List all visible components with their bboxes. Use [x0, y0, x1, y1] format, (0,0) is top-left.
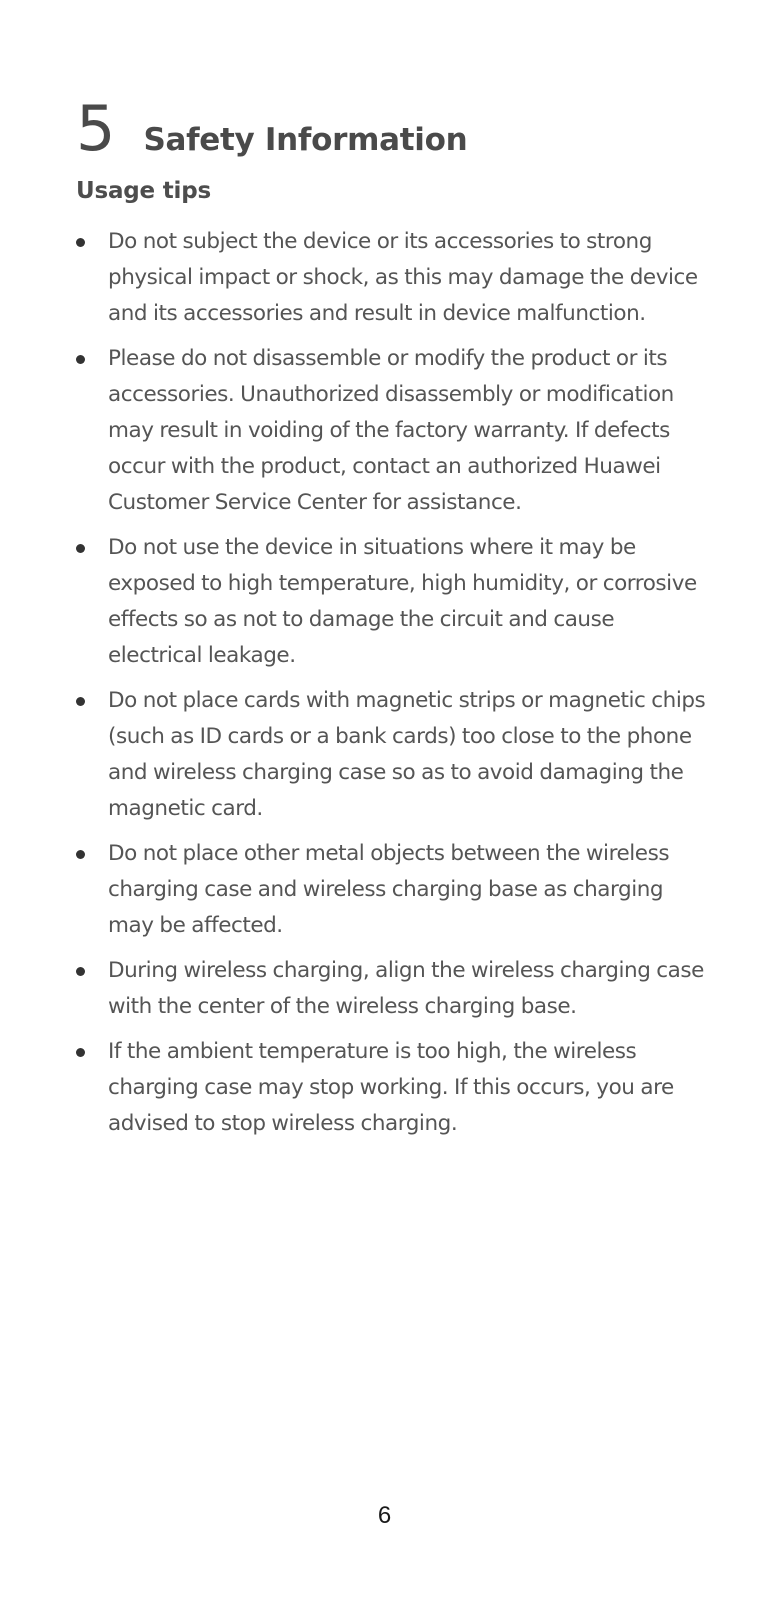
tip-text: Do not place cards with magnetic strips or magnetic chips (such as ID cards or a bank cards) too close to the phone and wireless charging case so as to avoid damaging the magnetic card.: [108, 688, 706, 821]
list-item: [76, 530, 706, 674]
tip-text: Do not use the device in situations where it may be exposed to high temperature, high humidity, or corrosive effects so as not to damage the circuit and cause electrical leakage.: [108, 535, 697, 668]
list-item: [76, 341, 706, 521]
tip-text: Do not subject the device or its accessories to strong physical impact or shock, as this may damage the device and its accessories and result in device malfunction.: [108, 229, 698, 326]
tip-text: Do not place other metal objects between the wireless charging case and wireless charging base as charging may be affected.: [108, 841, 670, 938]
chapter-title: Safety Information: [143, 122, 468, 158]
bullet-icon: [76, 967, 85, 976]
page-number: 6: [377, 1502, 392, 1529]
tip-text: Please do not disassemble or modify the product or its accessories. Unauthorized disassembly or modification may result in voiding of the factory warranty. If defects occur with the product, contact an authorized Huawei Customer Service Center for assistance.: [108, 346, 674, 515]
bullet-icon: [76, 544, 85, 553]
list-item: [76, 1034, 706, 1142]
chapter-heading: [76, 92, 468, 165]
list-item: [76, 683, 706, 827]
list-item: [76, 953, 706, 1025]
section-title: Usage tips: [76, 178, 211, 204]
bullet-icon: [76, 1048, 85, 1057]
bullet-icon: [76, 355, 85, 364]
bullet-icon: [76, 850, 85, 859]
tip-text: If the ambient temperature is too high, the wireless charging case may stop working. If this occurs, you are advised to stop wireless charging.: [108, 1039, 674, 1136]
tip-text: During wireless charging, align the wireless charging case with the center of the wireless charging base.: [108, 958, 704, 1019]
bullet-icon: [76, 238, 85, 247]
list-item: [76, 836, 706, 944]
chapter-number: 5: [76, 92, 116, 165]
list-item: [76, 224, 706, 332]
bullet-icon: [76, 697, 85, 706]
usage-tips-list: [76, 224, 706, 1151]
